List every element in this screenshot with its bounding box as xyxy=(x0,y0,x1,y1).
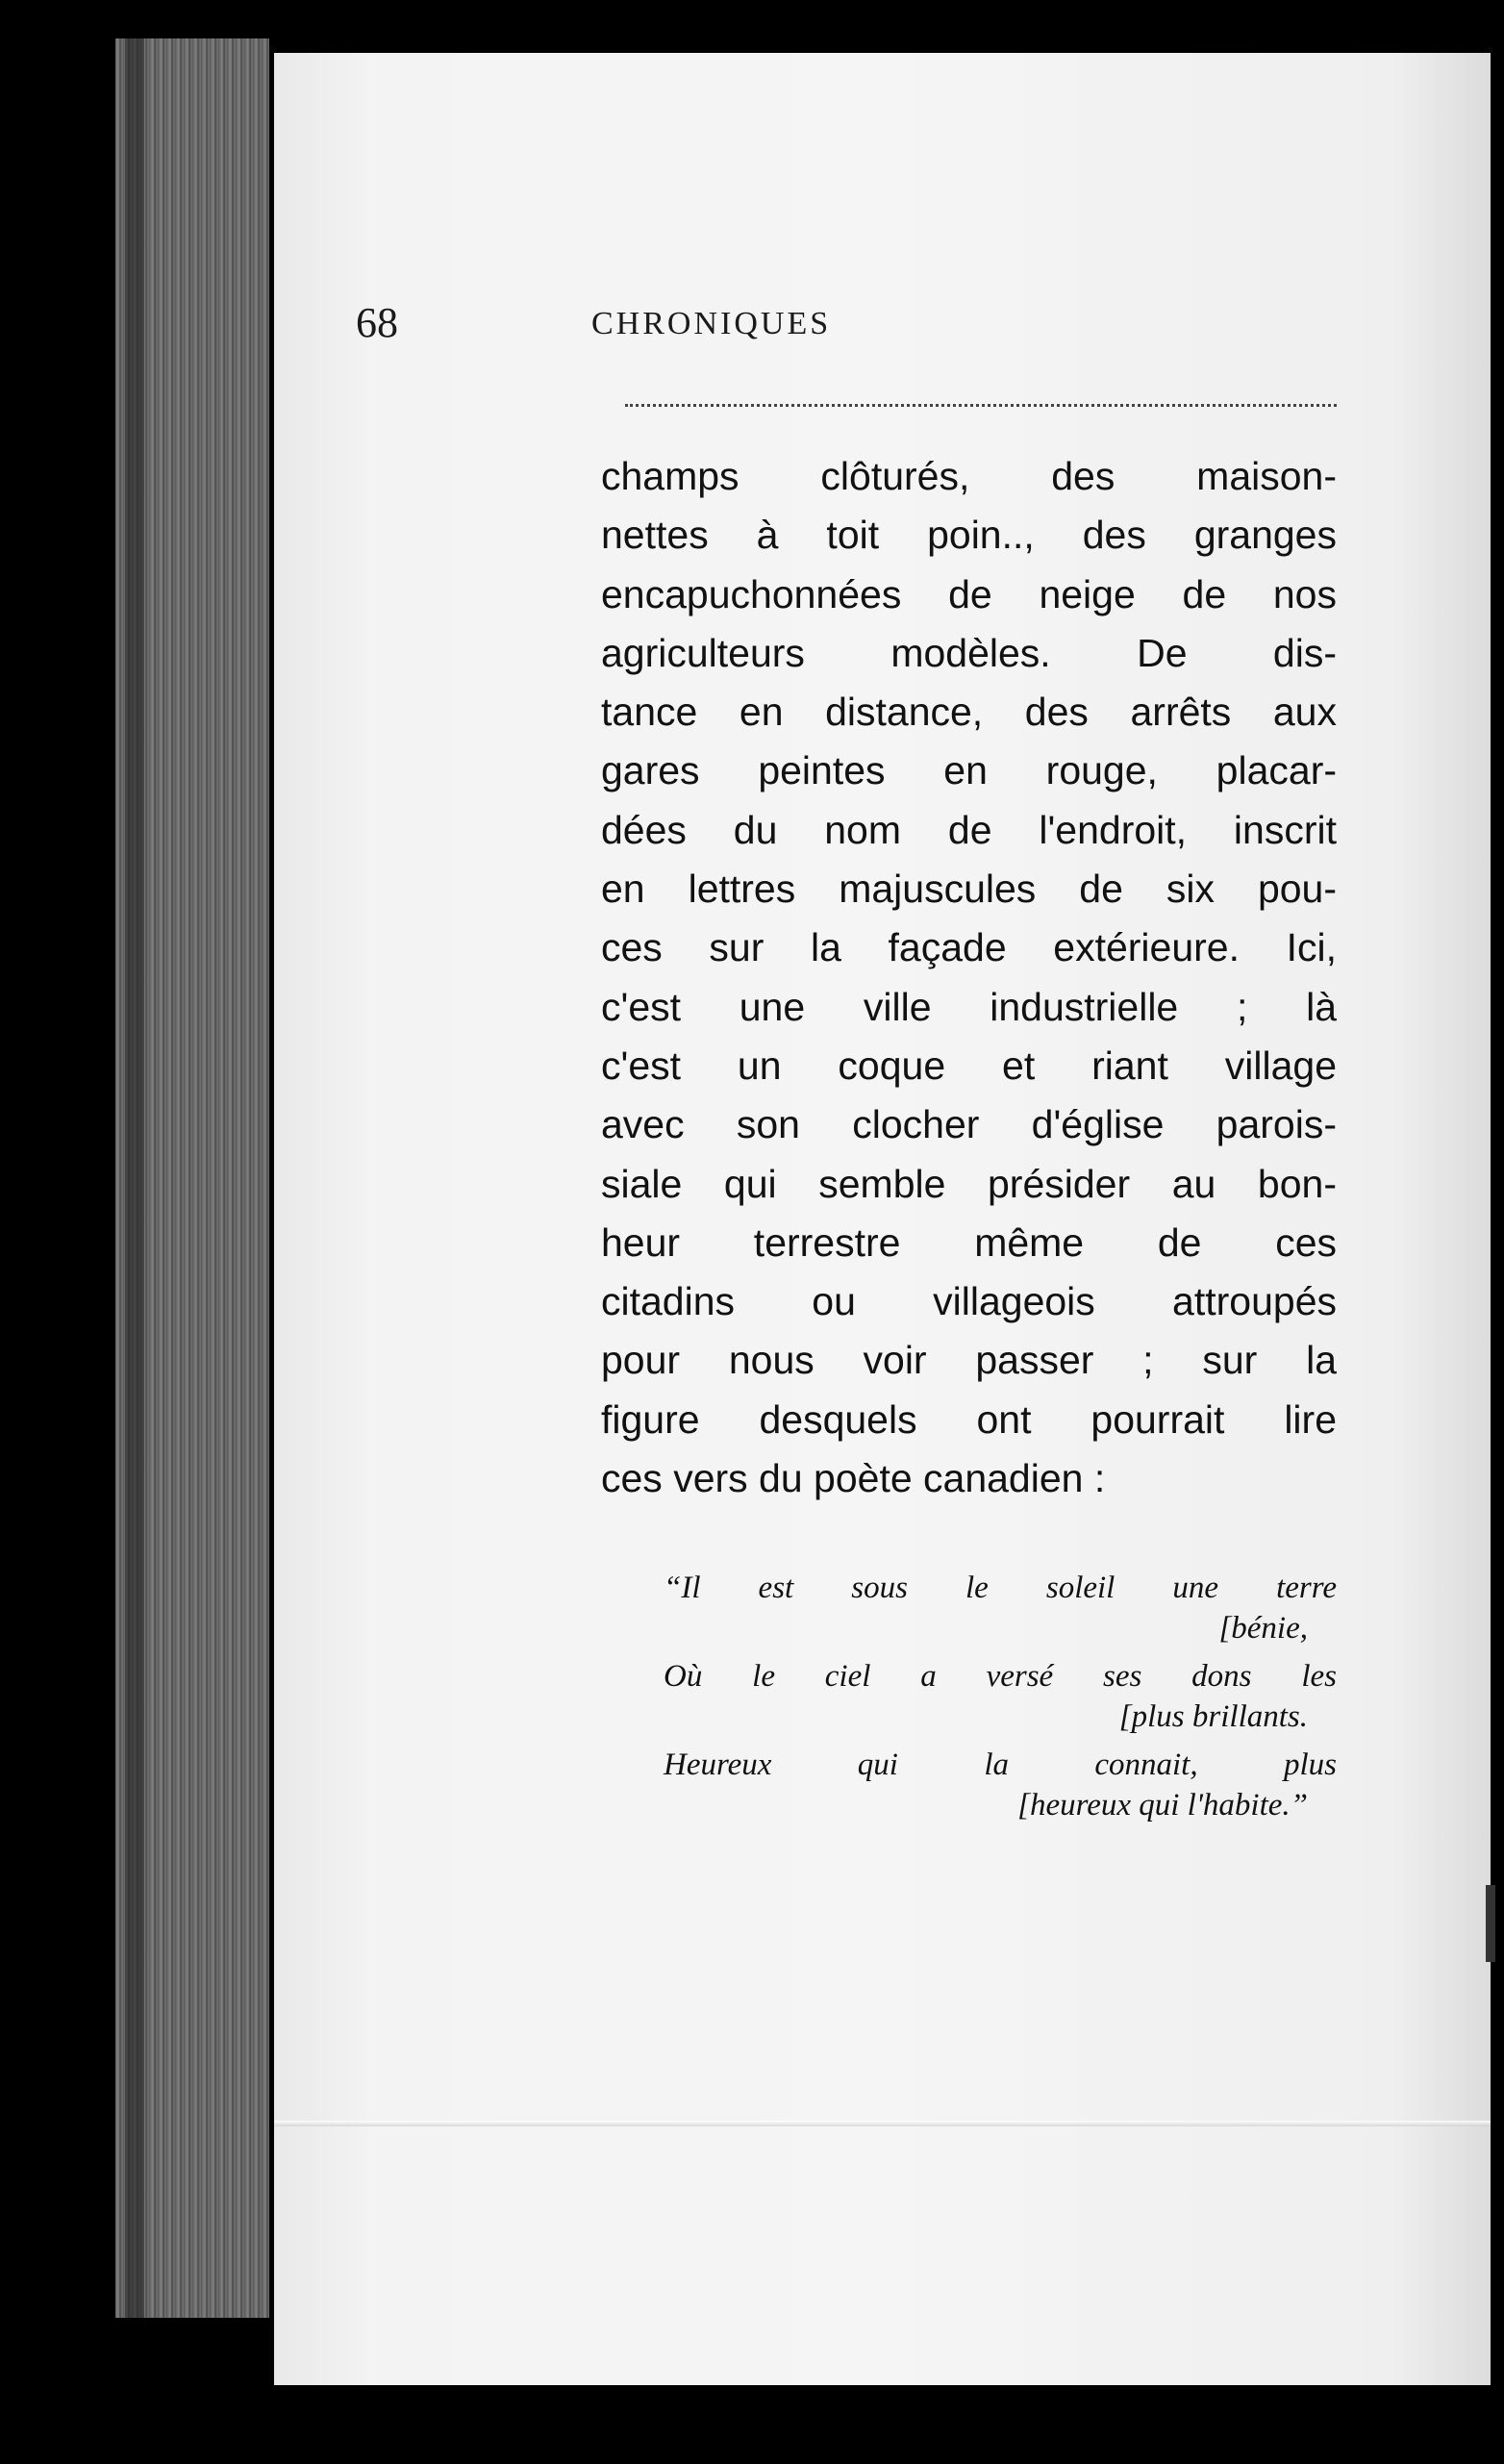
body-line: dées du nom de l'endroit, inscrit xyxy=(601,807,1337,852)
book-spine-shadow xyxy=(125,38,144,2318)
body-line: figure desquels ont pourrait lire xyxy=(601,1396,1337,1442)
verse-line: “Il est sous le soleil une terre xyxy=(664,1571,1337,1605)
body-line: heur terrestre même de ces xyxy=(601,1219,1337,1265)
body-line: ces sur la façade extérieure. Ici, xyxy=(601,925,1337,970)
body-line: champs clôturés, des maison- xyxy=(601,454,1337,498)
body-line: pour nous voir passer ; sur la xyxy=(601,1338,1337,1383)
body-line: gares peintes en rouge, placar- xyxy=(601,748,1337,793)
page-number: 68 xyxy=(356,299,398,346)
verse-line-continuation: [heureux qui l'habite.” xyxy=(1017,1788,1308,1823)
body-line: nettes à toit poin.., des granges xyxy=(601,513,1337,558)
page-crease xyxy=(274,2121,1491,2126)
body-line: siale qui semble présider au bon- xyxy=(601,1161,1337,1206)
body-line: en lettres majuscules de six pou- xyxy=(601,867,1337,912)
body-line: ces vers du poète canadien : xyxy=(601,1456,1106,1501)
body-paragraph xyxy=(601,447,1337,1508)
header-dotted-rule xyxy=(625,404,1337,407)
body-line: c'est un coque et riant village xyxy=(601,1043,1337,1088)
scan-edge-mark xyxy=(1486,1885,1495,1962)
verse-line-continuation: [plus brillants. xyxy=(1118,1699,1308,1734)
body-line: agriculteurs modèles. De dis- xyxy=(601,630,1337,675)
page-header xyxy=(356,298,1337,356)
body-line: avec son clocher d'église parois- xyxy=(601,1102,1337,1147)
body-line: encapuchonnées de neige de nos xyxy=(601,571,1337,616)
body-line: citadins ou villageois attroupés xyxy=(601,1279,1337,1324)
body-line: tance en distance, des arrêts aux xyxy=(601,690,1337,735)
running-title: CHRONIQUES xyxy=(591,306,832,341)
verse-line: Heureux qui la connait, plus xyxy=(664,1747,1337,1782)
verse-quotation xyxy=(664,1568,1337,1825)
verse-line: Où le ciel a versé ses dons les xyxy=(664,1659,1337,1694)
body-line: c'est une ville industrielle ; là xyxy=(601,984,1337,1029)
verse-line-continuation: [bénie, xyxy=(1218,1611,1308,1646)
